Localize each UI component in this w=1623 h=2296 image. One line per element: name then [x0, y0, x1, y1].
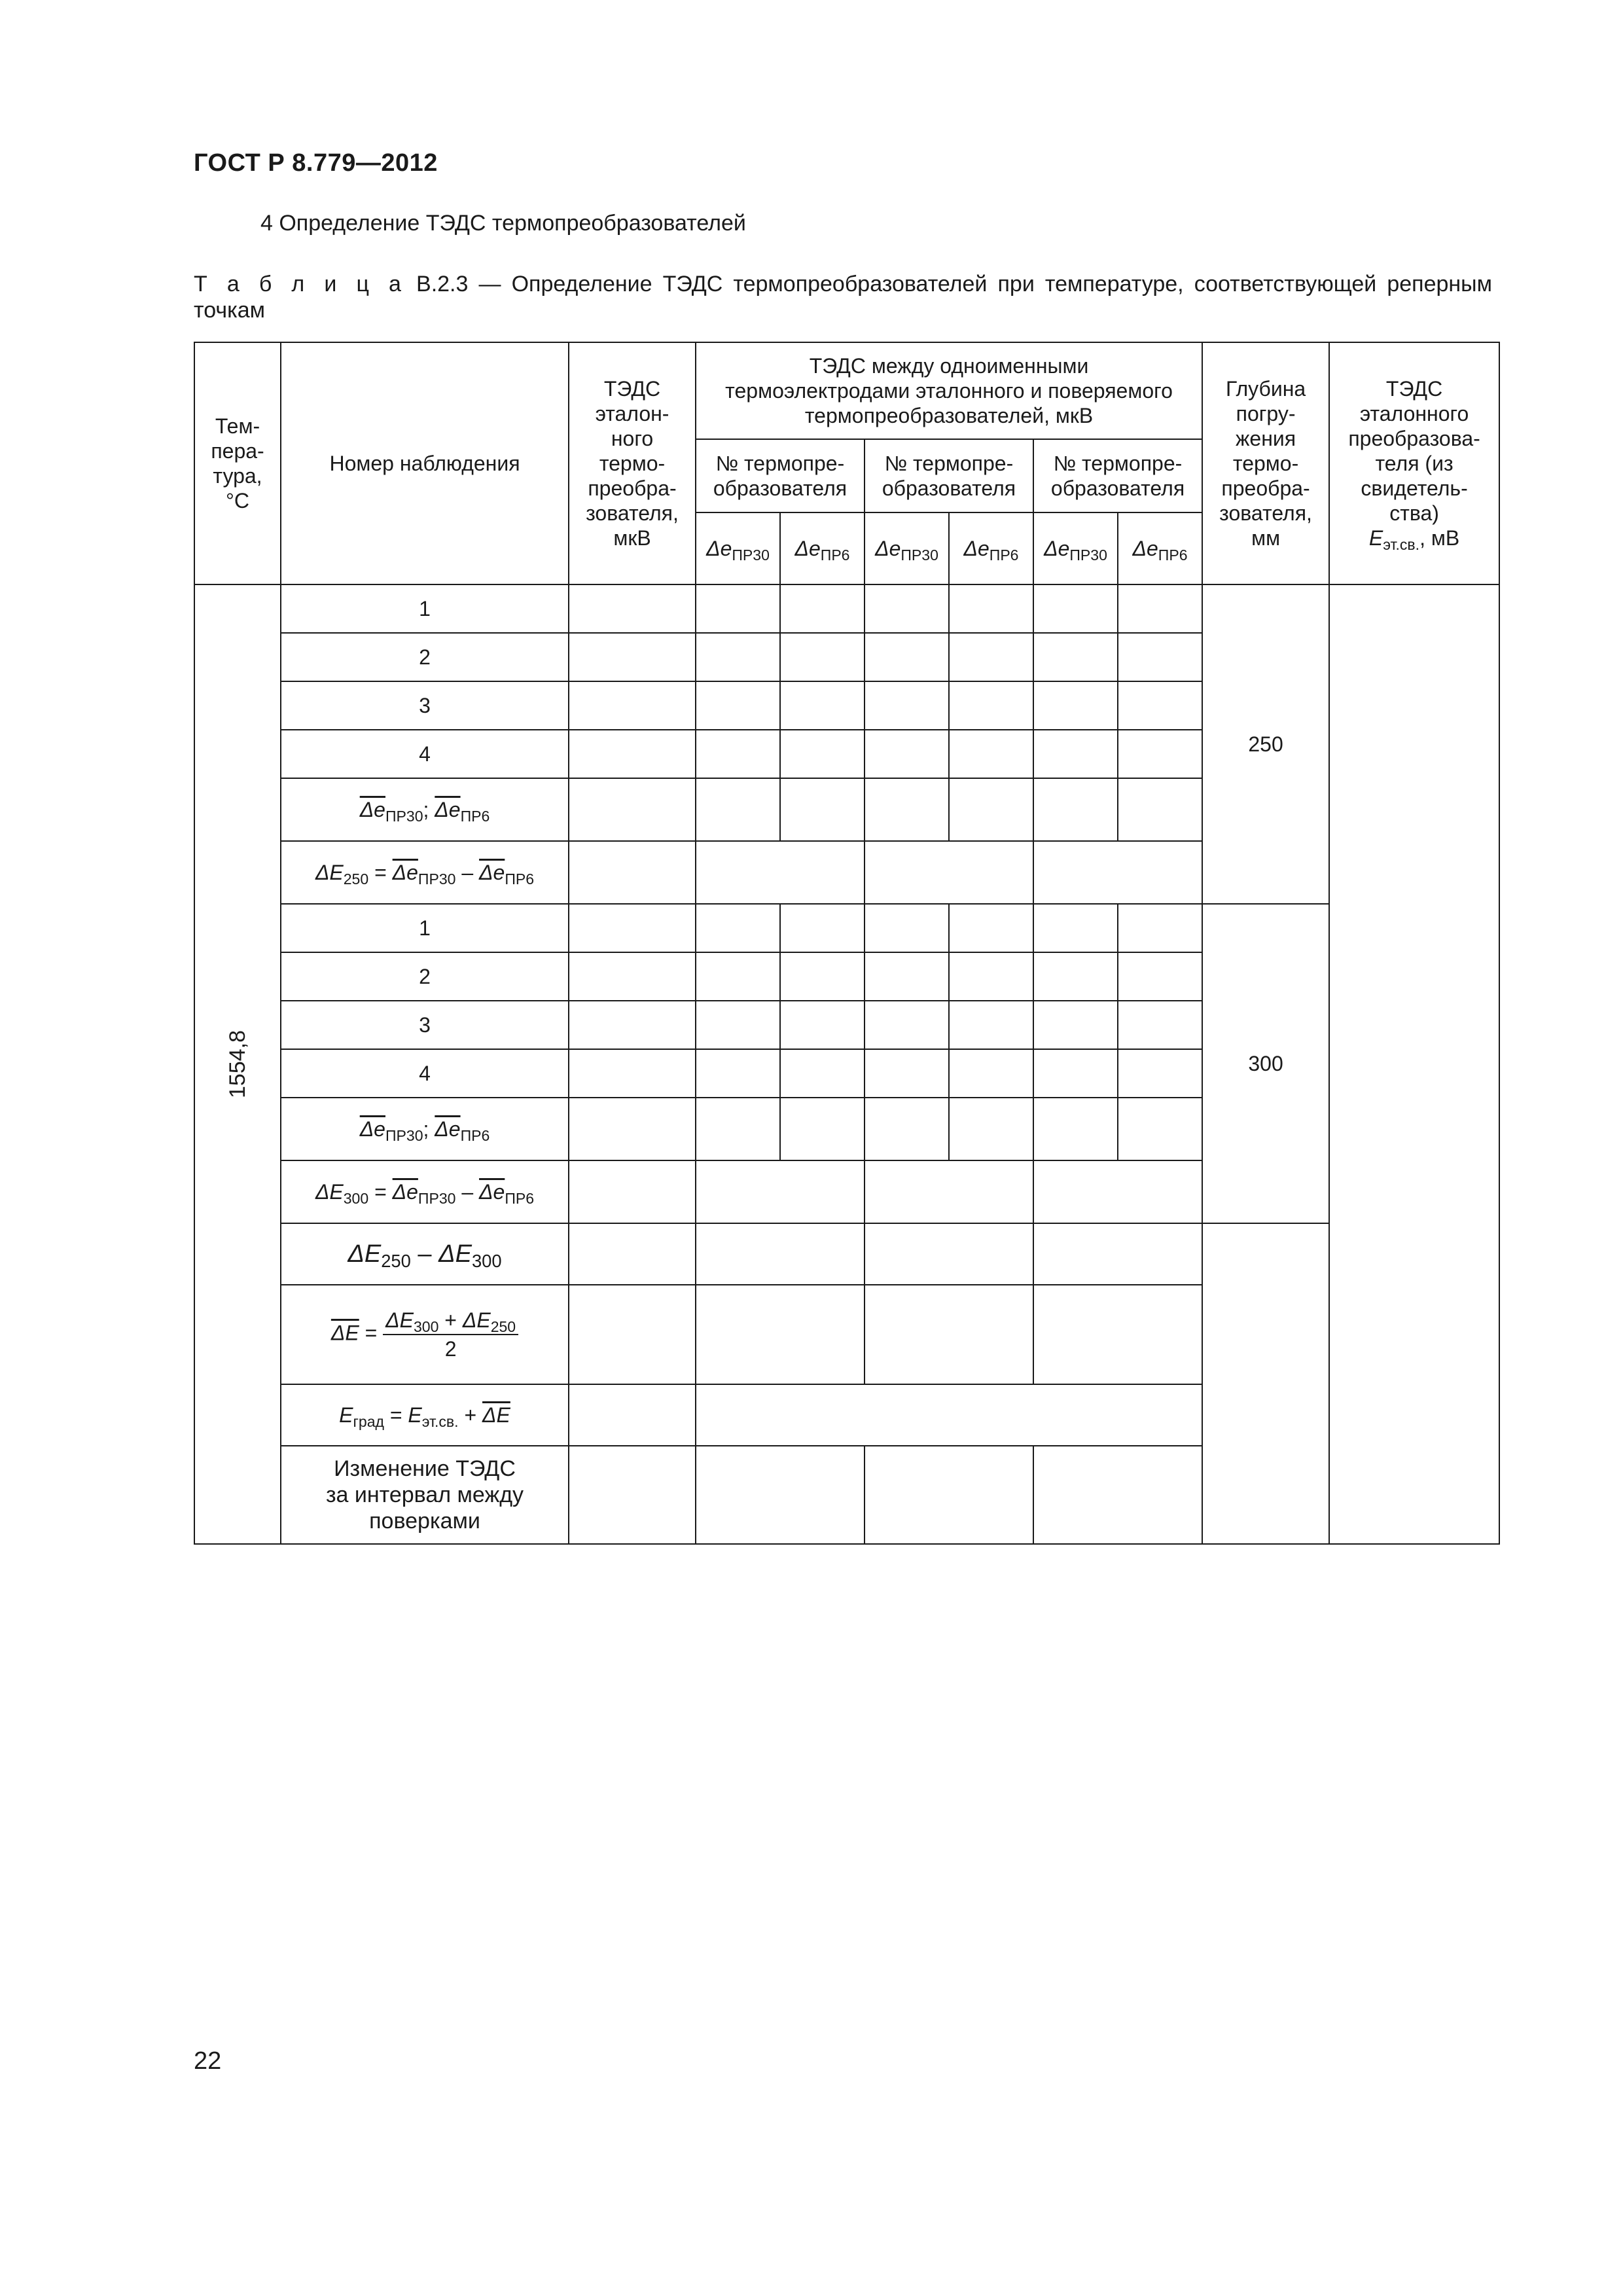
emf-table [194, 342, 1500, 1545]
delta-e250-formula: $\Delta E_{250} = \overline{\Delta e}_{ПР30} - \overline{\Delta e}_{ПР6}$ [281, 841, 569, 904]
header-delta-pr30-3: $\Delta e_{ПР30}$ [1033, 512, 1118, 584]
header-depth: Глубина погру- жения термо- преобра- зователя, мм [1202, 342, 1329, 584]
mean-e-formula: $\overline{\Delta E}$ = $\frac{\Delta E_{300} + \Delta E_{250}}{2}$ [281, 1285, 569, 1384]
certificate-emf-cell [1329, 584, 1499, 1544]
header-between-emf: ТЭДС между одноименными термоэлектродами эталонного и поверяемого термопреобразователей, мкВ [696, 342, 1202, 439]
observation-number: 3 [281, 1001, 569, 1049]
observation-number: 3 [281, 681, 569, 730]
caption-text: В.2.3 — Определение ТЭДС термопреобразователей при температуре, соответствующей реперным точкам [194, 272, 1492, 323]
caption-label: Т а б л и ц а [194, 272, 406, 296]
change-label: Изменение ТЭДС за интервал между поверками [281, 1446, 569, 1544]
data-cell [569, 584, 696, 633]
header-delta-pr30-1: $\Delta e_{ПР30}$ [696, 512, 780, 584]
observation-number: 2 [281, 633, 569, 681]
header-certificate-emf [1329, 342, 1499, 584]
header-converter-no-1: № термопре- образователя [696, 439, 865, 512]
observation-number: 2 [281, 952, 569, 1001]
fraction: $\frac{\Delta E_{300} + \Delta E_{250}}{2}$ [383, 1308, 518, 1361]
section-title: 4 Определение ТЭДС термопреобразователей [260, 211, 746, 236]
page-number: 22 [194, 2047, 222, 2075]
certificate-emf-symbol: E [1368, 526, 1383, 550]
header-delta-pr6-3: $\Delta e_{ПР6}$ [1118, 512, 1202, 584]
certificate-emf-text: ТЭДС эталонного преобразова- теля (из свидетель- ства) [1348, 377, 1480, 525]
e-grad-formula: $E_{град} = E_{эт.св.} + \overline{\Delta E}$ [281, 1384, 569, 1446]
temperature-value: 1554,8 [225, 1030, 250, 1098]
header-delta-pr6-2: $\Delta e_{ПР6}$ [949, 512, 1033, 584]
depth-empty-cell [1202, 1223, 1329, 1544]
header-delta-pr6-1: $\Delta e_{ПР6}$ [780, 512, 865, 584]
observation-number: 4 [281, 730, 569, 778]
depth-value-250: 250 [1202, 584, 1329, 904]
observation-number: 4 [281, 1049, 569, 1098]
temperature-cell [194, 584, 281, 1544]
certificate-emf-sub: эт.св. [1383, 535, 1420, 553]
depth-value-300: 300 [1202, 904, 1329, 1223]
delta-e300-formula: $\Delta E_{300} = \overline{\Delta e}_{ПР30} - \overline{\Delta e}_{ПР6}$ [281, 1160, 569, 1223]
header-reference-emf: ТЭДС эталон- ного термо- преобра- зователя, мкВ [569, 342, 696, 584]
header-temperature: Тем- пера- тура, °С [194, 342, 281, 584]
header-observation: Номер наблюдения [281, 342, 569, 584]
difference-formula: $\Delta E_{250} - \Delta E_{300}$ [281, 1223, 569, 1285]
header-converter-no-3: № термопре- образователя [1033, 439, 1202, 512]
table-caption [194, 271, 1492, 323]
document-code: ГОСТ Р 8.779—2012 [194, 149, 438, 177]
observation-number: 1 [281, 584, 569, 633]
certificate-emf-unit: , мВ [1419, 526, 1460, 550]
observation-number: 1 [281, 904, 569, 952]
header-converter-no-2: № термопре- образователя [865, 439, 1033, 512]
mean-delta-formula: $\overline{\Delta e}_{ПР30}$; $\overline{\Delta e}_{ПР6}$ [281, 1098, 569, 1160]
mean-delta-formula: $\overline{\Delta e}_{ПР30}$; $\overline{\Delta e}_{ПР6}$ [281, 778, 569, 841]
header-delta-pr30-2: $\Delta e_{ПР30}$ [865, 512, 949, 584]
